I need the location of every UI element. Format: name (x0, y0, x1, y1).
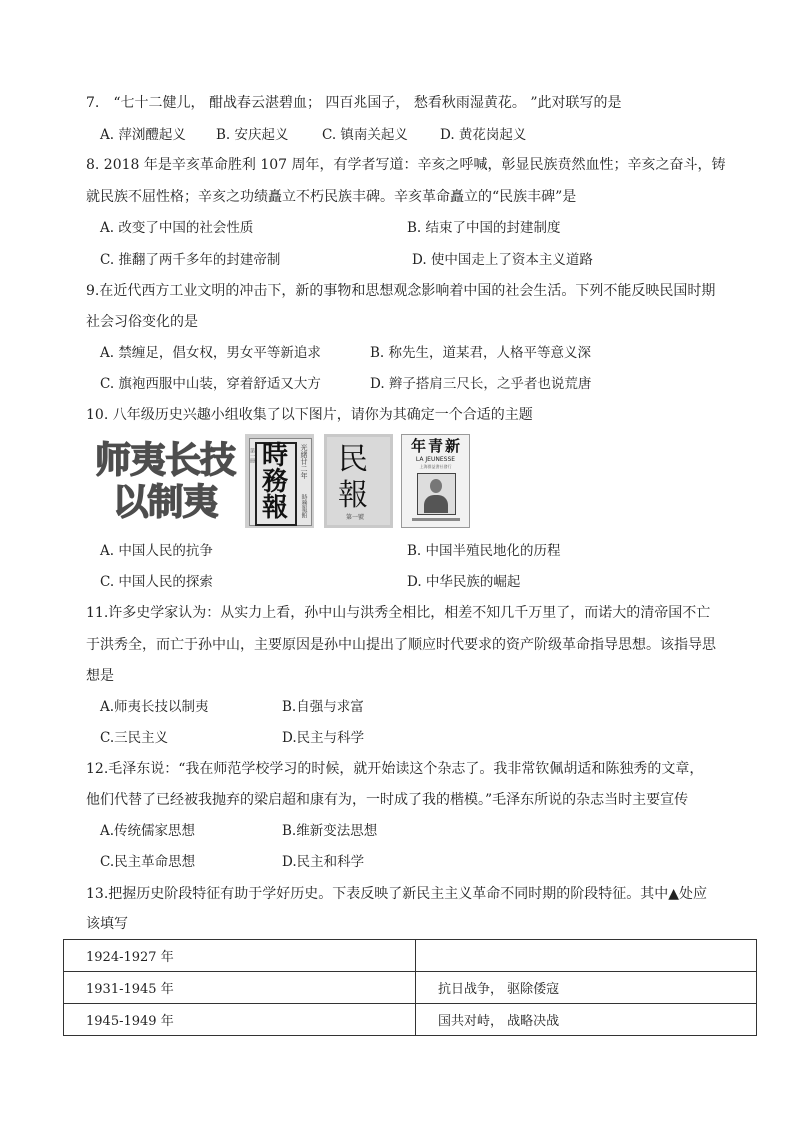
xinqingnian-cover-image (401, 434, 470, 528)
q8-stem-line1: 8. 2018 年是辛亥革命胜利 107 周年，有学者写道：辛亥之呼喊，彰显民族贲然血性；辛亥之奋斗，铸 (86, 157, 726, 173)
q7-stem: 7. “七十二健儿， 酣战春云湛碧血； 四百兆国子， 愁看秋雨湿黄花。 ”此对联写的是 (86, 95, 622, 111)
q11-stem-line3: 想是 (86, 668, 114, 684)
q11-stem-line2: 于洪秀全，而亡于孙中山，主要原因是孙中山提出了顺应时代要求的资产阶级革命指导思想。该指导思 (86, 637, 716, 653)
q10-stem: 10. 八年级历史兴趣小组收集了以下图片，请你为其确定一个合适的主题 (86, 407, 533, 423)
slogan-image (86, 440, 244, 526)
q11-option-c: C.三民主义 (100, 730, 169, 746)
q8-option-d: D. 使中国走上了资本主义道路 (412, 252, 593, 268)
q9-option-b: B. 称先生，道某君，人格平等意义深 (370, 345, 592, 361)
q12-option-d: D.民主和科学 (282, 854, 365, 870)
q11-stem-line1: 11.许多史学家认为：从实力上看，孙中山与洪秀全相比，相差不知几千万里了，而诺大的清帝国不亡 (86, 605, 711, 621)
table-cell-feature: 抗日战争， 驱除倭寇 (416, 972, 757, 1004)
q8-option-c: C. 推翻了两千多年的封建帝制 (100, 252, 281, 268)
xinqingnian-subtitle: LA JEUNESSE (415, 456, 456, 463)
q10-option-a: A. 中国人民的抗争 (100, 543, 213, 559)
q11-option-a: A.师夷长技以制夷 (100, 699, 209, 715)
q12-stem-line1: 12.毛泽东说：“我在师范学校学习的时候，就开始读这个杂志了。我非常钦佩胡适和陈独秀的文章， (86, 761, 704, 777)
q9-stem-line1: 9.在近代西方工业文明的冲击下，新的事物和思想观念影响着中国的社会生活。下列不能反映民国时期 (86, 283, 716, 299)
xinqingnian-title: 年青新 (410, 437, 462, 455)
table-cell-period: 1924-1927 年 (64, 940, 416, 972)
q12-option-a: A.传统儒家思想 (100, 823, 196, 839)
minbao-cover-image (324, 434, 393, 528)
table-cell-feature: 国共对峙， 战略决战 (416, 1004, 757, 1036)
q12-option-b: B.维新变法思想 (282, 823, 378, 839)
q10-option-c: C. 中国人民的探索 (100, 574, 213, 590)
portrait-icon (417, 473, 456, 515)
q7-option-d: D. 黄花岗起义 (440, 127, 527, 143)
table-cell-period: 1945-1949 年 (64, 1004, 416, 1036)
q7-option-b: B. 安庆起义 (216, 127, 289, 143)
shiwubao-cover-image (245, 434, 314, 528)
table-row (64, 940, 757, 972)
minbao-issue: 第一號 (346, 514, 365, 521)
q7-option-c: C. 镇南关起义 (322, 127, 408, 143)
slogan-line-2: 以制夷 (112, 482, 218, 523)
shiwubao-stamp: 時務報館 (300, 494, 307, 518)
q10-option-d: D. 中华民族的崛起 (407, 574, 521, 590)
shiwubao-issue: 第一冊 (249, 448, 255, 463)
q9-option-c: C. 旗袍西服中山装，穿着舒适又大方 (100, 376, 321, 392)
q7-option-a: A. 萍浏醴起义 (100, 127, 186, 143)
minbao-title-1: 民 (338, 442, 368, 477)
table-row (64, 1004, 757, 1036)
xinqingnian-publisher: 上海群益書社發行 (419, 464, 452, 469)
q9-option-d: D. 辫子搭肩三尺长，之乎者也说荒唐 (370, 376, 592, 392)
q12-stem-line2: 他们代替了已经被我抛弃的梁启超和康有为，一时成了我的楷模。”毛泽东所说的杂志当时主要宣传 (86, 792, 689, 808)
table-cell-feature (416, 940, 757, 972)
slogan-line-1: 师夷长技 (94, 440, 235, 481)
q9-option-a: A. 禁缠足，倡女权，男女平等新追求 (100, 345, 321, 361)
table-row (64, 972, 757, 1004)
shiwubao-side-text: 光緒廿二年 (300, 444, 308, 479)
q13-stem-line2: 该填写 (86, 916, 128, 932)
q8-stem-line2: 就民族不屈性格；辛亥之功绩矗立不朽民族丰碑。辛亥革命矗立的“民族丰碑”是 (86, 189, 577, 205)
q10-option-b: B. 中国半殖民地化的历程 (407, 543, 561, 559)
q11-option-b: B.自强与求富 (282, 699, 364, 715)
q8-option-a: A. 改变了中国的社会性质 (100, 220, 254, 236)
q9-stem-line2: 社会习俗变化的是 (86, 314, 198, 330)
q11-option-d: D.民主与科学 (282, 730, 365, 746)
q12-option-c: C.民主革命思想 (100, 854, 196, 870)
shiwubao-title: 時務報 (261, 441, 288, 523)
minbao-title-2: 報 (338, 478, 368, 513)
table-cell-period: 1931-1945 年 (64, 972, 416, 1004)
q13-stem-line1: 13.把握历史阶段特征有助于学好历史。下表反映了新民主主义革命不同时期的阶段特征。其中▲处应 (86, 886, 708, 902)
q8-option-b: B. 结束了中国的封建制度 (407, 220, 561, 236)
stage-feature-table (63, 939, 757, 1036)
